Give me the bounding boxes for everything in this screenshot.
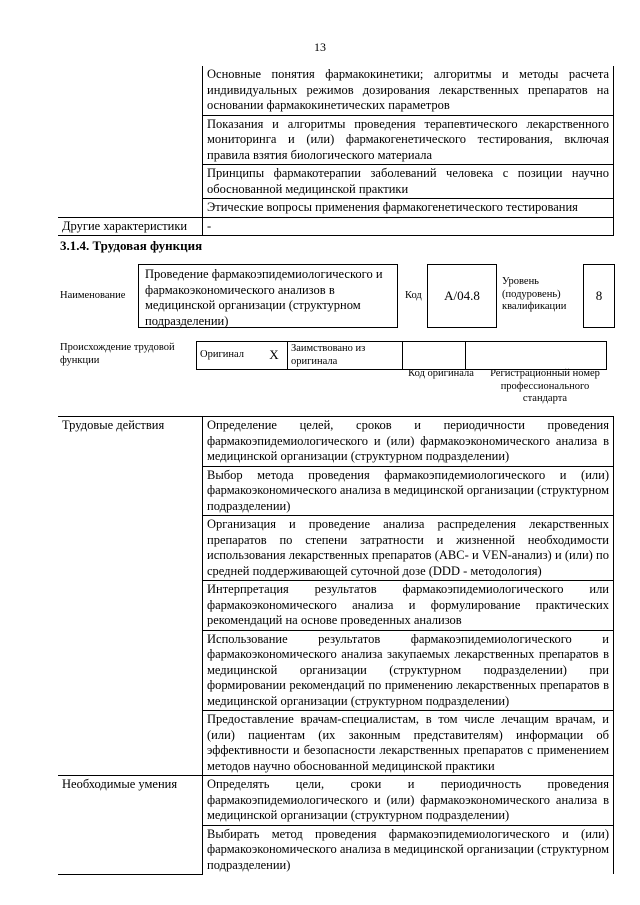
registration-number-cell (466, 342, 607, 370)
origin-label: Происхождение трудовой функции (60, 342, 175, 366)
original-label: Оригинал (197, 342, 262, 370)
knowledge-label-cell (58, 66, 203, 217)
other-characteristics-value: - (203, 217, 614, 236)
knowledge-item: Этические вопросы применения фармакогенетического тестирования (203, 199, 614, 218)
borrowed-label: Заимствовано из оригинала (288, 342, 403, 370)
qualification-level-box: 8 (583, 264, 615, 328)
original-mark: X (261, 342, 288, 370)
section-title: 3.1.4. Трудовая функция (60, 238, 203, 253)
name-label: Наименование (60, 290, 126, 301)
other-characteristics-label: Другие характеристики (58, 217, 203, 236)
labor-action: Выбор метода проведения фармакоэпидемиологического и (или) фармакоэкономического анализа в медицинской организации (структурном подразделении) (203, 466, 614, 516)
function-code-box: A/04.8 (427, 264, 497, 328)
origin-table (196, 341, 607, 370)
qualification-level-label: Уровень (подуровень) квалификации (502, 276, 567, 312)
labor-action: Определение целей, сроков и периодичности проведения фармакоэпидемиологического и (или) фармакоэкономического анализа в медицинской организации (структурном подразделении) (203, 417, 614, 467)
required-skill: Определять цели, сроки и периодичность проведения фармакоэпидемиологического и (или) фармакоэкономического анализа в медицинской организации (структурном подразделении) (203, 776, 614, 826)
knowledge-table (58, 66, 614, 236)
required-skill: Выбирать метод проведения фармакоэпидемиологического и (или) фармакоэкономического анализа в медицинской организации (структурном подразделении) (203, 825, 614, 874)
original-code-cell (403, 342, 466, 370)
original-code-caption: Код оригинала (408, 368, 474, 379)
labor-action: Организация и проведение анализа распределения лекарственных препаратов по степени затратности и жизненной необходимости использования лекарственных препаратов (ABC- и VEN-анализ) и (или) по средней поддерживающей суточной дозе (DDD - методология) (203, 516, 614, 581)
function-name-box: Проведение фармакоэпидемиологического и фармакоэкономического анализов в медицинской организации (структурном подразделении) (138, 264, 398, 328)
labor-action: Предоставление врачам-специалистам, в том числе лечащим врачам, и (или) пациентам (их законным представителям) информации об эффективности и безопасности лекарственных препаратов с применением методов научно обоснованной медицинской практики (203, 711, 614, 776)
labor-action: Интерпретация результатов фармакоэпидемиологического или фармакоэкономического анализа и формулирование практических рекомендаций на основе проведенных анализов (203, 581, 614, 631)
labor-actions-label: Трудовые действия (58, 417, 203, 776)
labor-action: Использование результатов фармакоэпидемиологического и фармакоэкономического анализа закупаемых лекарственных препаратов в медицинской организации (структурном подразделении) при формировании рекомендаций по применению лекарственных препаратов в медицинской организации (структурном подразделении) (203, 630, 614, 711)
registration-number-caption: Регистрационный номер профессионального стандарта (490, 368, 600, 404)
required-skills-label: Необходимые умения (58, 776, 203, 875)
knowledge-item: Основные понятия фармакокинетики; алгоритмы и методы расчета индивидуальных режимов дозирования лекарственных препаратов на основании фармакокинетических параметров (203, 66, 614, 115)
code-label: Код (405, 290, 422, 301)
labor-function-table (58, 416, 614, 875)
knowledge-item: Принципы фармакотерапии заболеваний человека с позиции научно обоснованной медицинской практики (203, 165, 614, 199)
page-number: 13 (314, 40, 326, 54)
knowledge-item: Показания и алгоритмы проведения терапевтического лекарственного мониторинга и (или) фармакогенетического тестирования, включая правила взятия биологического материала (203, 115, 614, 165)
